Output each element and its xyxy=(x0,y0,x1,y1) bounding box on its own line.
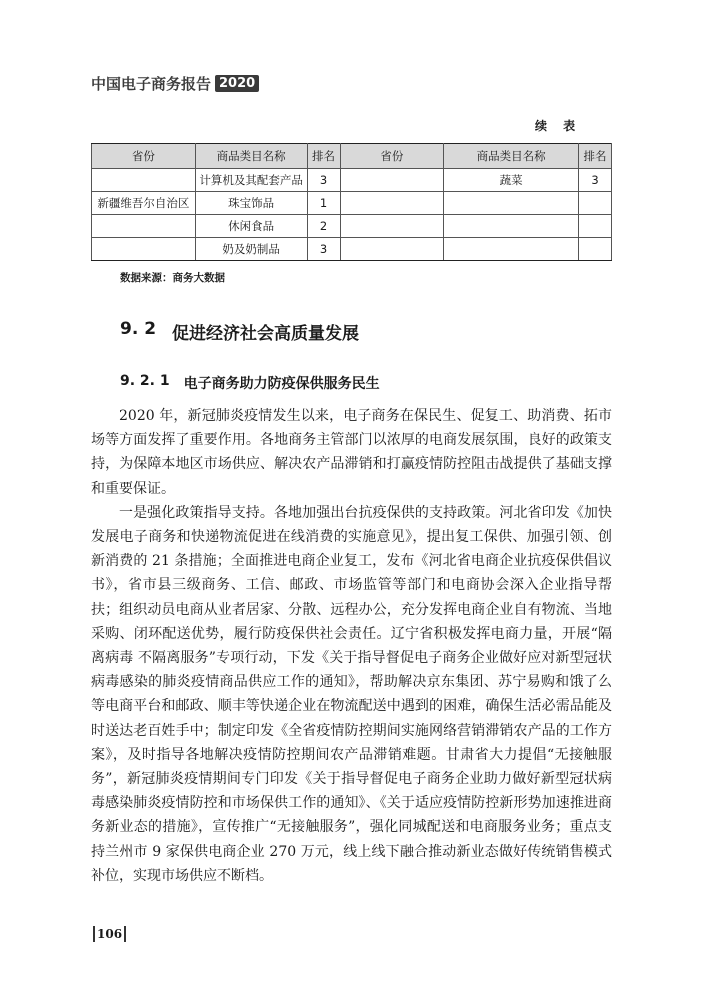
table-cell xyxy=(92,238,196,261)
subsection-heading xyxy=(120,373,380,393)
running-head xyxy=(91,73,259,94)
table-cell xyxy=(579,238,612,261)
table-cell xyxy=(444,238,579,261)
column-header: 排名 xyxy=(579,144,612,169)
table-cell xyxy=(340,169,444,192)
table-cell xyxy=(444,192,579,215)
column-header: 省份 xyxy=(340,144,444,169)
category-ranking-table xyxy=(91,143,612,261)
table-continued-label: 续 表 xyxy=(535,119,582,133)
table-cell xyxy=(340,238,444,261)
report-title: 中国电子商务报告 xyxy=(91,75,212,93)
page-number xyxy=(91,926,128,942)
table-cell: 计算机及其配套产品 xyxy=(195,169,307,192)
column-header: 商品类目名称 xyxy=(444,144,579,169)
subsection-number: 9. 2. 1 xyxy=(120,373,170,389)
column-header: 省份 xyxy=(92,144,196,169)
table-cell: 新疆维吾尔自治区 xyxy=(92,192,196,215)
paragraph: 2020 年，新冠肺炎疫情发生以来，电子商务在保民生、促复工、助消费、拓市场等方面发挥了重要作用。各地商务主管部门以浓厚的电商发展氛围，良好的政策支持，为保障本地区市场供应、解决农产品滞销和打赢疫情防控阻击战提供了基础支撑和重要保证。 xyxy=(91,408,612,497)
table-cell xyxy=(579,192,612,215)
table-row xyxy=(92,215,612,238)
table-cell: 3 xyxy=(307,169,340,192)
page-number-bar-left xyxy=(93,926,95,942)
table-cell: 3 xyxy=(579,169,612,192)
data-source-note: 数据来源：商务大数据 xyxy=(120,272,225,284)
column-header: 排名 xyxy=(307,144,340,169)
table-cell xyxy=(444,215,579,238)
table-header-row xyxy=(92,144,612,169)
section-heading xyxy=(120,319,359,344)
table-cell: 蔬菜 xyxy=(444,169,579,192)
page-number-value: 106 xyxy=(97,927,123,941)
column-header: 商品类目名称 xyxy=(195,144,307,169)
table-cell xyxy=(579,215,612,238)
paragraph: 一是强化政策指导支持。各地加强出台抗疫保供的支持政策。河北省印发《加快发展电子商务和快递物流促进在线消费的实施意见》，提出复工保供、加强引领、创新消费的 21 条措施；全面推进电商企业复工，发布《河北省电商企业抗疫保供倡议书》，省市县三级商务、工信、邮政、市场监管等部门和电商协会深入企业指导帮扶；组织动员电商从业者居家、分散、远程办公，充分发挥电商企业自有物流、当地采购、闭环配送优势，履行防疫保供社会责任。辽宁省积极发挥电商力量，开展“隔离病毒 不隔离服务”专项行动，下发《关于指导督促电子商务企业做好应对新型冠状病毒感染的肺炎疫情商品供应工作的通知》，帮助解决京东集团、苏宁易购和饿了么等电商平台和邮政、顺丰等快递企业在物流配送中遇到的困难，确保生活必需品能及时送达老百姓手中；制定印发《全省疫情防控期间实施网络营销滞销农产品的工作方案》，及时指导各地解决疫情防控期间农产品滞销难题。甘肃省大力提倡“无接触服务”，新冠肺炎疫情期间专门印发《关于指导督促电子商务企业助力做好新型冠状病毒感染肺炎疫情防控和市场保供工作的通知》、《关于适应疫情防控新形势加速推进商务新业态的措施》，宣传推广“无接触服务”，强化同城配送和电商服务业务；重点支持兰州市 9 家保供电商企业 270 万元，线上线下融合推动新业态做好传统销售模式补位，实现市场供应不断档。 xyxy=(91,504,612,884)
table-cell: 珠宝饰品 xyxy=(195,192,307,215)
year-badge: 2020 xyxy=(215,75,259,92)
table-cell: 休闲食品 xyxy=(195,215,307,238)
table-row xyxy=(92,169,612,192)
table-cell: 奶及奶制品 xyxy=(195,238,307,261)
table-cell: 2 xyxy=(307,215,340,238)
table-cell xyxy=(340,192,444,215)
page-number-bar-right xyxy=(124,926,126,942)
table-cell xyxy=(92,169,196,192)
table-cell xyxy=(92,215,196,238)
section-number: 9. 2 xyxy=(120,319,157,339)
subsection-title: 电子商务助力防疫保供服务民生 xyxy=(183,376,380,392)
table-row xyxy=(92,192,612,215)
table-cell xyxy=(340,215,444,238)
section-title: 促进经济社会高质量发展 xyxy=(172,324,360,344)
table-row xyxy=(92,238,612,261)
table-cell: 1 xyxy=(307,192,340,215)
body-text xyxy=(91,404,612,888)
table-cell: 3 xyxy=(307,238,340,261)
